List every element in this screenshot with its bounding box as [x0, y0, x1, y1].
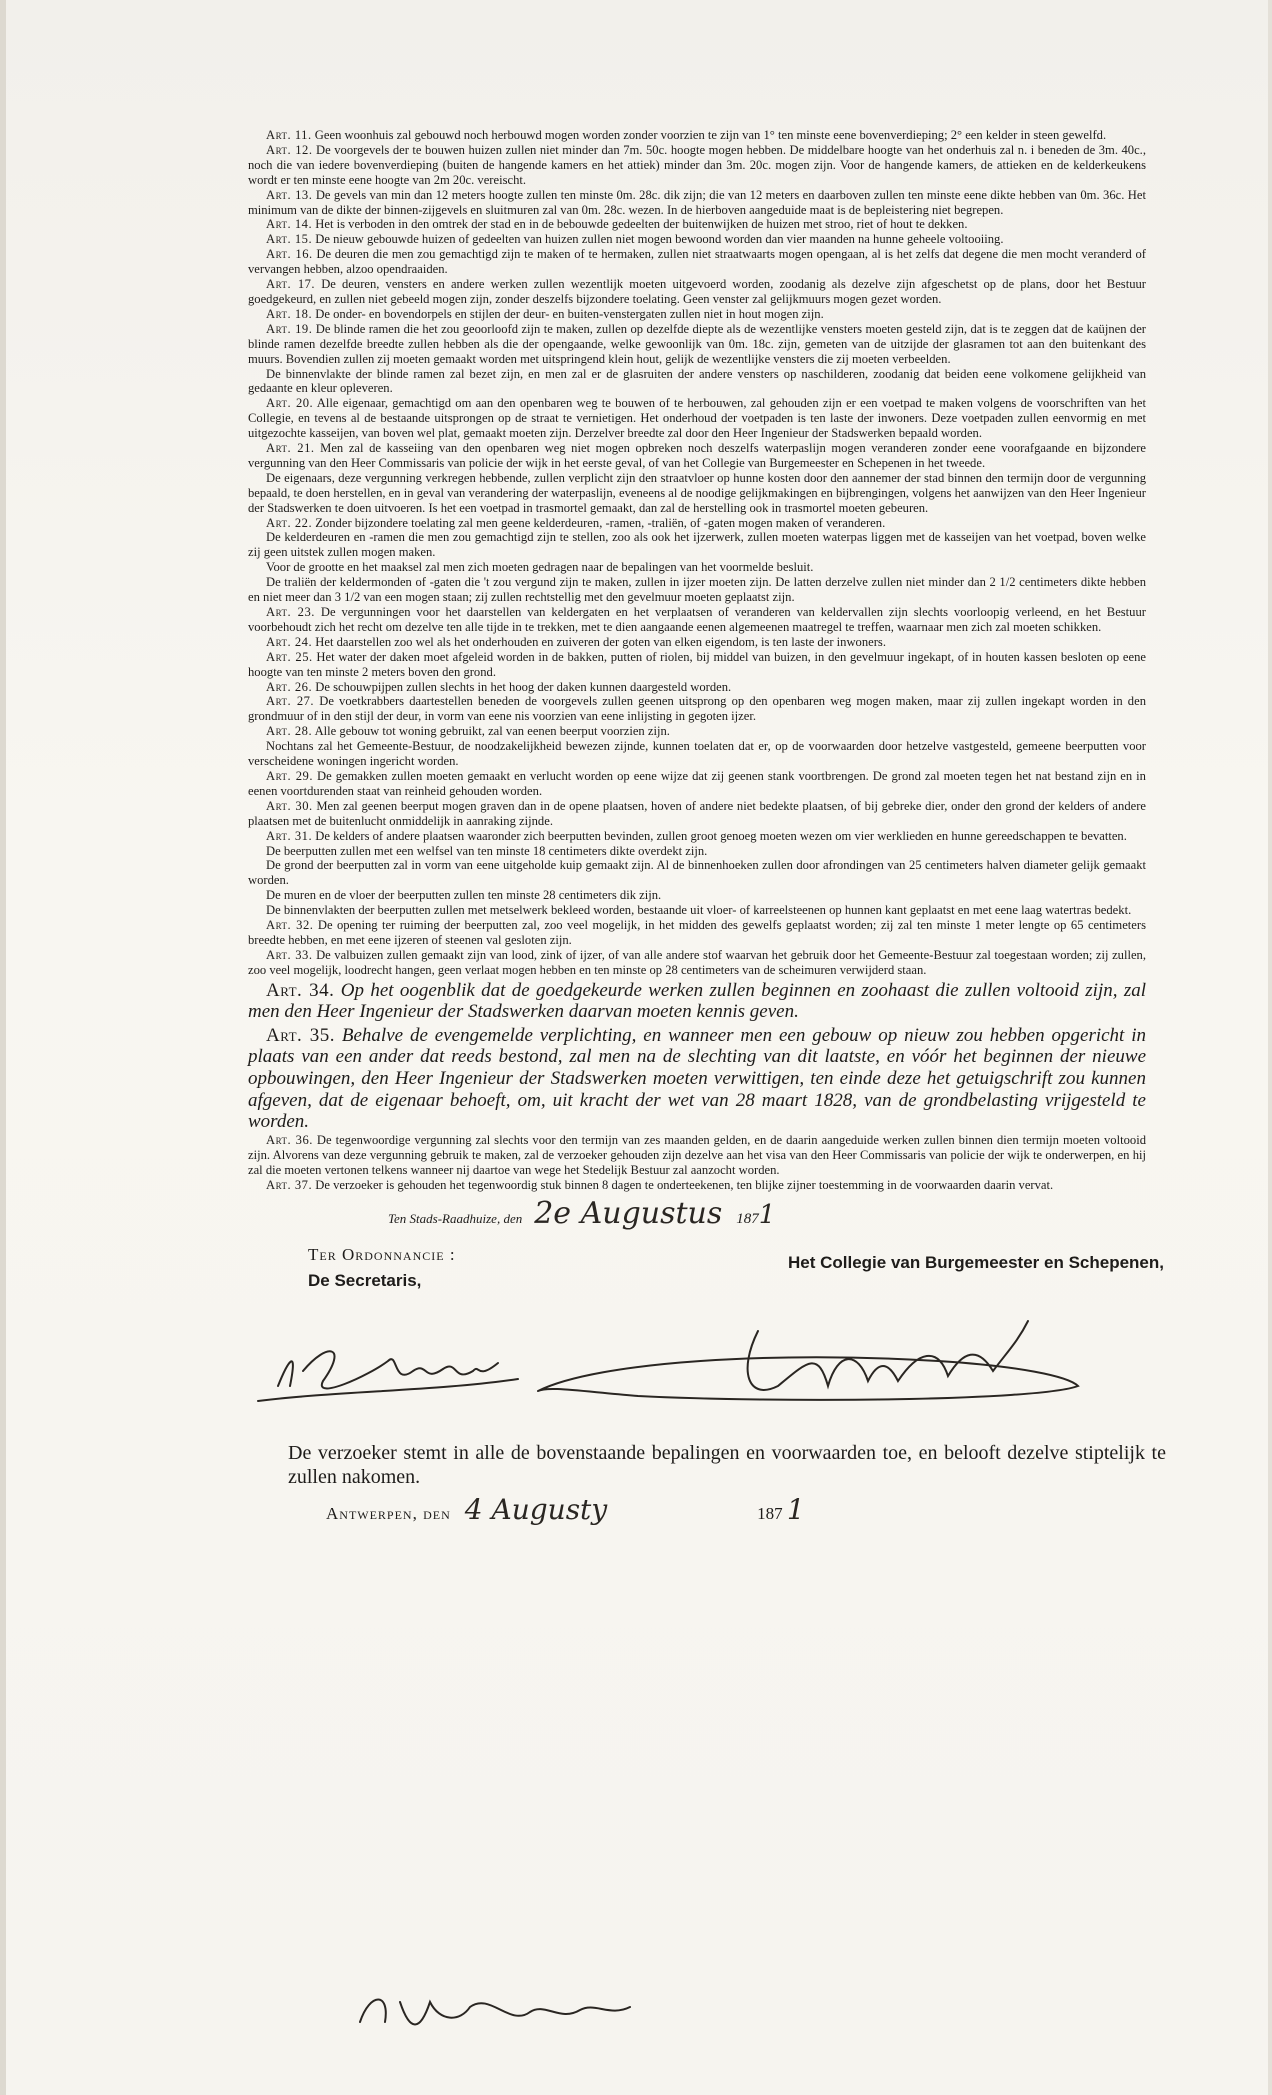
article-paragraph — [248, 575, 1146, 605]
article-text: Nochtans zal het Gemeente-Bestuur, de noodzakelijkheid bewezen zijnde, kunnen toelaten dat er, op de voorwaarden door hetzelve vastgesteld, gemeene beerputten voor verscheidene woningen ingericht worden. — [248, 739, 1146, 769]
article-text: Behalve de evengemelde verplichting, en wanneer men een gebouw op nieuw zou hebben opgericht in plaats van een ander dat reeds bestond, zal men na de slechting van dit laatste, en vóór het beginnen der nieuwe opbouwingen, den Heer Ingenieur der Stadswerken moeten verwittigen, ten einde deze het getuigschrift zou kunnen afgeven, dat de eigenaar behoeft, om, uit kracht der wet van 28 maart 1828, van de grondbelasting vrijgesteld te worden. — [248, 1024, 1147, 1133]
article-paragraph — [248, 948, 1146, 978]
agreement-handwritten-date: 4 Augusty — [464, 1493, 608, 1527]
article-paragraph — [248, 247, 1146, 277]
article-text: De binnenvlakte der blinde ramen zal bezet zijn, en men zal er de glasruiten der andere vensters op naschilderen, zoodanig dat beiden eene volkomene gelijkheid van gedaante en kleur opleveren. — [248, 366, 1146, 396]
article-text: Alle eigenaar, gemachtigd om aan den openbaren weg te bouwen of te herbouwen, zal gehouden zijn er een voetpad te maken volgens de voorschriften van het Collegie, en tevens al de bestaande uitsprongen op de straat te vernietigen. Het onderhoud der voetpaden is ten laste der inwoners. Deze voetpaden zullen eenvormig en met uitgezochte kasseijen, van boven wel plat, gemaakt moeten zijn. Derzelver breedte zal door den Heer Ingenieur der Stadswerken bepaald worden. — [248, 396, 1146, 441]
secretary-block — [308, 1245, 456, 1291]
article-number: Art. 20. — [266, 396, 314, 411]
article-number: Art. 18. — [266, 306, 313, 321]
article-paragraph — [248, 650, 1146, 680]
article-text: De opening ter ruiming der beerputten zal, zoo veel mogelijk, in het midden des gewelfs geplaatst worden; zij zal ten minste 1 meter lengte op 65 centimeters breedte hebben, en met eene ijzeren of steenen val gesloten zijn. — [248, 918, 1146, 947]
article-paragraph — [248, 829, 1146, 844]
article-number: Art. 28. — [266, 724, 313, 739]
article-number: Art. 23. — [266, 605, 315, 619]
article-paragraph — [248, 844, 1146, 859]
article-text: Het water der daken moet afgeleid worden in de bakken, putten of riolen, bij middel van buizen, in den gevelmuur ingekapt, of in houten kassen besloten op eene hoogte van ten minste 2 meters boven den grond. — [248, 649, 1146, 679]
article-text: Het is verboden in den omtrek der stad en in de bebouwde gedeelten der buitenwijken de huizen met stroo, riet of hout te dekken. — [315, 217, 968, 232]
article-number: Art. 35. — [266, 1024, 335, 1046]
article-text: Het daarstellen zoo wel als het onderhouden en zuiveren der goten van elken eigendom, is ten laste der inwoners. — [315, 634, 886, 649]
article-number: Art. 33. — [266, 947, 313, 962]
article-paragraph — [248, 232, 1146, 247]
agreement-year-prefix: 187 — [757, 1504, 783, 1524]
article-number: Art. 13. — [266, 187, 313, 202]
agreement-year — [757, 1493, 805, 1526]
agreement-place: Antwerpen, den — [326, 1504, 451, 1524]
article-text: De tegenwoordige vergunning zal slechts voor den termijn van zes maanden gelden, en de daarin aangeduide werken zullen binnen dien termijn moeten voltooid zijn. Alvorens van deze vergunning gebruik te maken, zal de verzoeker gehouden zijn dezelve aan het visa van den Heer Commissaris van policie der wijk te onderwerpen, en hij zal die moeten vertonen telkens wanneer nij daartoe van wege het Stedelijk Bestuur zal aanzocht worden. — [248, 1132, 1146, 1177]
agreement-place-line — [326, 1493, 1146, 1526]
article-text: De kelders of andere plaatsen waaronder zich beerputten bevinden, zullen groot genoeg moeten wezen om vier werklieden en hunne gereedschappen te bevatten. — [315, 828, 1127, 843]
article-number: Art. 36. — [266, 1132, 313, 1147]
article-text: De deuren, vensters en andere werken zullen wezentlijk moeten uitgevoerd worden, zoodanig als dezelve zijn afgeschetst op de plans, door het Bestuur goedgekeurd, en zullen niet gebeeld mogen zijn, zonder deszelfs bijzondere toelating. Geen venster zal gelijkmuurs mogen gezet worden. — [248, 277, 1146, 306]
year — [736, 1200, 775, 1230]
article-number: Art. 24. — [266, 634, 313, 649]
article-text: Men zal de kasseiing van den openbaren weg niet mogen opbreken noch deszelfs waterpaslijn mogen veranderen zonder eene voorafgaande en bijzondere vergunning van den Heer Commissaris van policie der wijk in het eerste geval, of van het Collegie van Burgemeester en Schepenen in het tweede. — [248, 441, 1146, 470]
agreement-text: De verzoeker stemt in alle de bovenstaande bepalingen en voorwaarden toe, en belooft dezelve stiptelijk te zullen nakomen. — [288, 1442, 1166, 1489]
article-number: Art. 11. — [266, 128, 312, 142]
article-text: De eigenaars, deze vergunning verkregen hebbende, zullen verplicht zijn den straatvloer op hunne kosten door den aannemer der stad binnen den termijn door de vergunning bepaald, te doen herstellen, en in geval van verandering der waterpaslijn, eveneens al de noodige gelijkmakingen en bijbrengingen, volgens het aanwijzen van den Heer Ingenieur der Stadswerken te doen uitvoeren. Is het een voetpad in trasmortel gemaakt, dan zal de herstelling ook in trasmortel moeten gebeuren. — [248, 470, 1146, 515]
article-paragraph — [248, 441, 1146, 471]
article-paragraph — [248, 516, 1146, 531]
article-text: De kelderdeuren en -ramen die men zou gemachtigd zijn te stellen, zoo als ook het ijzerwerk, zullen moeten waterpas liggen met de kasseijen van het voetpad, boven welke zij geen uitstek zullen mogen maken. — [248, 530, 1146, 560]
article-text: De onder- en bovendorpels en stijlen der deur- en buiten-venstergaten zullen niet in hout mogen zijn. — [315, 306, 824, 321]
articles-list — [248, 128, 1146, 1192]
article-text: De traliën der keldermonden of -gaten die 't zou vergund zijn te maken, zullen in ijzer moeten zijn. De latten derzelve zullen niet minder dan 2 1/2 centimeters dikte hebben en niet meer dan 3 1/2 van een mogen staan; zij zullen rechtstellig met den gevelmuur moeten geplaatst zijn. — [248, 575, 1146, 605]
article-number: Art. 22. — [266, 515, 313, 530]
article-paragraph — [248, 739, 1146, 769]
article-text: Zonder bijzondere toelating zal men geene kelderdeuren, -ramen, -traliën, of -gaten mogen maken of veranderen. — [315, 515, 886, 530]
article-number: Art. 30. — [266, 798, 313, 813]
article-paragraph — [248, 1178, 1146, 1193]
article-paragraph — [248, 769, 1146, 799]
article-paragraph — [248, 918, 1146, 948]
article-text: De voorgevels der te bouwen huizen zullen niet minder dan 7m. 50c. hoogte mogen hebben. De middelbare hoogte van het onderhuis zal n. i beneden de 3m. 40c., noch die van iedere bovenverdieping (buiten de hangende kamers en het attiek) minder dan 3m. 20c. mogen zijn. Voor de hangende kamers, de attieken en de kelderkeukens wordt er ten minste eene hoogte van 2m 20c. vereischt. — [248, 142, 1146, 187]
article-paragraph — [248, 396, 1146, 441]
secretary-label: De Secretaris, — [308, 1271, 422, 1291]
handwritten-signatures — [218, 1291, 1118, 1441]
secretary-signature — [278, 1352, 498, 1389]
article-paragraph — [248, 694, 1146, 724]
article-number: Art. 15. — [266, 232, 313, 247]
signatures-area — [248, 1291, 1146, 1441]
article-text: De grond der beerputten zal in vorm van eene uitgeholde kuip gemaakt zijn. Al de binnenhoeken zullen door afrondingen van 25 centimeters halven diameter gelijk gemaakt worden. — [248, 858, 1146, 888]
article-number: Art. 19. — [266, 321, 313, 336]
article-number: Art. 37. — [266, 1177, 313, 1192]
article-paragraph — [248, 1025, 1146, 1133]
article-paragraph — [248, 128, 1146, 143]
article-number: Art. 31. — [266, 828, 313, 843]
article-paragraph — [248, 980, 1146, 1023]
article-number: Art. 21. — [266, 441, 315, 456]
article-paragraph — [248, 888, 1146, 903]
article-paragraph — [248, 367, 1146, 397]
article-number: Art. 32. — [266, 918, 314, 933]
article-text: De binnenvlakten der beerputten zullen met metselwerk bekleed worden, bestaande uit vloer- of karreelsteenen op hunnen kant geplaatst en met eene laag watertras bedekt. — [266, 903, 1132, 918]
article-paragraph — [248, 471, 1146, 516]
article-paragraph — [248, 799, 1146, 829]
article-text: De deuren die men zou gemachtigd zijn te maken of te hermaken, zullen niet straatwaarts mogen opengaan, al is het zelfs dat degene die men mocht veranderd of vervangen hebben, alzoo opendraaiden. — [248, 247, 1146, 277]
article-number: Art. 14. — [266, 217, 313, 232]
article-text: Men zal geenen beerput mogen graven dan in de opene plaatsen, hoven of andere niet bedekte plaatsen, of bij gebreke dier, onder den grond der kelders of andere plaatsen met de buitenlucht onmiddelijk in aanraking zijnde. — [248, 798, 1146, 828]
article-number: Art. 26. — [266, 679, 313, 694]
article-number: Art. 34. — [266, 979, 335, 1001]
signature-titles — [248, 1245, 1164, 1291]
article-text: De voetkrabbers daartestellen beneden de voorgevels zullen geenen uitsprong op den openbaren weg mogen maken, maar zij zullen ingekapt worden in den grondmuur of in den stijl der deur, in vorm van eene nis voorzien van eene inlijsting in gegoten ijzer. — [248, 694, 1146, 724]
agreement-year-suffix: 1 — [786, 1493, 805, 1527]
article-number: Art. 29. — [266, 768, 313, 783]
article-paragraph — [248, 143, 1146, 188]
article-text: Op het oogenblik dat de goedgekeurde werken zullen beginnen en zoohaast die zullen voltooid zijn, zal men den Heer Ingenieur der Stadswerken daarvan moeten kennis geven. — [248, 979, 1147, 1023]
mayor-signature — [748, 1321, 1028, 1390]
article-text: De schouwpijpen zullen slechts in het hoog der daken kunnen daargesteld worden. — [315, 679, 732, 694]
place-label: Ten Stads-Raadhuize, den — [388, 1211, 523, 1227]
year-prefix: 187 — [736, 1211, 759, 1228]
applicant-signature — [350, 1982, 650, 2042]
article-paragraph — [248, 605, 1146, 635]
article-paragraph — [248, 680, 1146, 695]
article-paragraph — [248, 217, 1146, 232]
handwritten-date: 2e Augustus — [534, 1196, 723, 1232]
article-text: De vergunningen voor het daarstellen van keldergaten en het verplaatsen of veranderen van keldervallen zijn slechts voorloopig verleend, en het Bestuur voorbehoudt zich het recht om dezelve ten alle tijde in te trekken, met te dien aangaande eenen algemeenen maatregel te treffen, waarnaar men zich zal moeten schikken. — [248, 605, 1146, 634]
article-number: Art. 16. — [266, 247, 313, 262]
article-text: De nieuw gebouwde huizen of gedeelten van huizen zullen niet mogen bewoond worden dan vier maanden na hunne geheele voltooiing. — [315, 232, 1004, 247]
article-text: De gemakken zullen moeten gemaakt en verlucht worden op eene wijze dat zij geenen stank voortbrengen. De grond zal moeten tegen het nat bestand zijn en in eenen voortdurenden staat van reinheid gehouden worden. — [248, 768, 1146, 798]
article-paragraph — [248, 322, 1146, 367]
article-paragraph — [248, 724, 1146, 739]
article-number: Art. 27. — [266, 694, 315, 709]
article-number: Art. 12. — [266, 142, 313, 157]
secretary-flourish — [258, 1379, 518, 1401]
article-paragraph — [248, 277, 1146, 307]
article-paragraph — [248, 1133, 1146, 1178]
article-text: Voor de grootte en het maaksel zal men zich moeten gedragen naar de bepalingen van het voormelde besluit. — [266, 560, 814, 575]
article-paragraph — [248, 307, 1146, 322]
article-text: De gevels van min dan 12 meters hoogte zullen ten minste 0m. 28c. dik zijn; die van 12 meters en daarboven zullen ten minste eene dikte hebben van 0m. 36c. Het minimum van de dikte der binnen-zijgevels en sluitmuren zal van 0m. 28c. wezen. In de hierboven aangeduide maat is de bepleistering niet begrepen. — [248, 187, 1146, 217]
article-paragraph — [248, 858, 1146, 888]
article-paragraph — [248, 635, 1146, 650]
article-text: De muren en de vloer der beerputten zullen ten minste 28 centimeters dik zijn. — [266, 888, 662, 903]
article-text: De beerputten zullen met een welfsel van ten minste 18 centimeters dikte overdekt zijn. — [266, 843, 708, 858]
article-text: Geen woonhuis zal gebouwd noch herbouwd mogen worden zonder voorzien te zijn van 1° ten minste eene bovenverdieping; 2° een kelder in steen gewelfd. — [314, 128, 1107, 142]
article-number: Art. 17. — [266, 277, 316, 292]
place-date-line — [248, 1196, 1146, 1231]
ordonnancie-label: Ter Ordonnancie : — [308, 1245, 456, 1265]
year-suffix: 1 — [758, 1200, 776, 1231]
article-text: De blinde ramen die het zou geoorloofd zijn te maken, zullen op dezelfde diepte als de wezentlijke vensters moeten gesteld zijn, dat is te zeggen dat de kaüjnen der blinde ramen dezelfde breedte zullen hebben als die der opengaande, welke gewoonlijk van 0m. 18c. zijn, gemeten van de uitzijde der glasramen tot aan den buitenkant des muurs. Bovendien zullen zij moeten gemaakt worden met uitspringend klein hout, gelijk de wezentlijke vensters die zij moeten verbeelden. — [248, 321, 1146, 366]
article-paragraph — [248, 188, 1146, 218]
article-number: Art. 25. — [266, 649, 313, 664]
article-paragraph — [248, 560, 1146, 575]
college-label: Het Collegie van Burgemeester en Schepenen, — [787, 1253, 1164, 1273]
article-text: De valbuizen zullen gemaakt zijn van lood, zink of ijzer, of van alle andere stof waarvan het gebruik door het Gemeente-Bestuur zal toegestaan worden; zij zullen, zoo veel mogelijk, loodrecht hangen, geen verlaat mogen hebben en ten minste op 28 centimeters van de scheimuren verwijderd staan. — [248, 947, 1146, 977]
article-paragraph — [248, 903, 1146, 918]
article-text: De verzoeker is gehouden het tegenwoordig stuk binnen 8 dagen te onderteekenen, ten blijke zijner toestemming in de voorwaarden daarin vervat. — [315, 1177, 1054, 1192]
article-text: Alle gebouw tot woning gebruikt, zal van eenen beerput voorzien zijn. — [314, 724, 670, 739]
article-paragraph — [248, 530, 1146, 560]
